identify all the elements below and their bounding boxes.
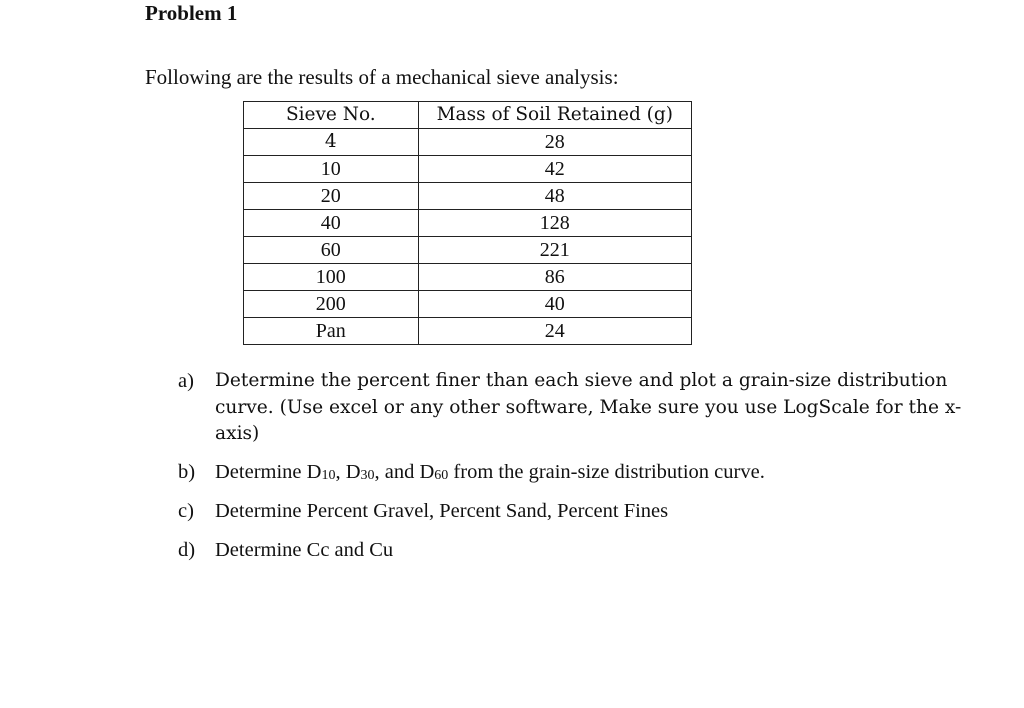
sieve-no-cell: 20 [244, 183, 419, 210]
problem-title: Problem 1 [145, 1, 238, 25]
sieve-no-cell: 100 [244, 264, 419, 291]
question-b-post: from the grain-size distribution curve. [448, 461, 765, 483]
mass-retained-cell: 128 [418, 210, 691, 237]
mass-retained-cell: 28 [418, 129, 691, 156]
table-row [244, 129, 692, 156]
table-header-row [244, 102, 692, 129]
table-row [244, 318, 692, 345]
table-row [244, 156, 692, 183]
mass-retained-cell: 48 [418, 183, 691, 210]
question-b-mid2: , and D [374, 461, 435, 483]
sieve-no-cell: 200 [244, 291, 419, 318]
d60-subscript: 60 [434, 468, 449, 483]
table-row [244, 183, 692, 210]
sieve-no-cell: 4 [244, 129, 419, 156]
mass-retained-cell: 24 [418, 318, 691, 345]
table-row [244, 264, 692, 291]
question-d-text: Determine Cc and Cu [215, 539, 394, 561]
d10-subscript: 10 [321, 468, 336, 483]
mass-retained-cell: 40 [418, 291, 691, 318]
intro-text: Following are the results of a mechanical sieve analysis: [145, 65, 619, 89]
sieve-analysis-table [243, 101, 692, 345]
sieve-no-cell: 10 [244, 156, 419, 183]
table-row [244, 237, 692, 264]
question-b-letter: b) [178, 461, 196, 483]
sieve-no-cell: Pan [244, 318, 419, 345]
question-c-letter: c) [178, 500, 194, 522]
sieve-no-cell: 60 [244, 237, 419, 264]
question-a-text: Determine the percent finer than each sieve and plot a grain-size distribution curve. (Use excel or any other software, Make sure you use LogScale for the x-axis) [215, 370, 962, 444]
mass-retained-cell: 221 [418, 237, 691, 264]
mass-retained-cell: 42 [418, 156, 691, 183]
question-d-letter: d) [178, 539, 196, 561]
sieve-no-cell: 40 [244, 210, 419, 237]
table-row [244, 291, 692, 318]
question-a-letter: a) [178, 370, 194, 392]
d30-subscript: 30 [360, 468, 375, 483]
table-row [244, 210, 692, 237]
question-b-mid1: , D [335, 461, 361, 483]
question-c-text: Determine Percent Gravel, Percent Sand, Percent Fines [215, 500, 669, 522]
question-b-text [215, 459, 965, 489]
question-b-pre: Determine D [215, 461, 322, 483]
header-mass-retained: Mass of Soil Retained (g) [418, 102, 691, 129]
header-sieve-no: Sieve No. [244, 102, 419, 129]
mass-retained-cell: 86 [418, 264, 691, 291]
